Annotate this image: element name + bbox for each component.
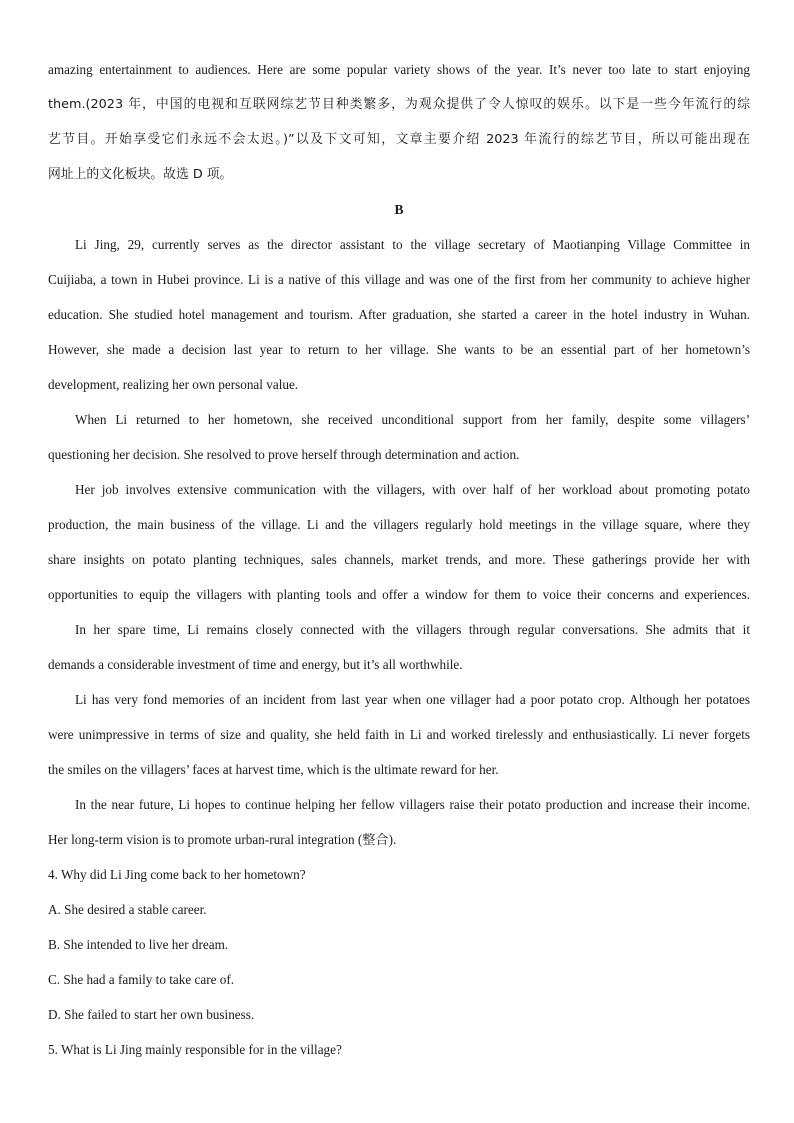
text-line: 网址上的文化板块。故选 D 项。 [48, 167, 233, 182]
paragraph-1 [48, 227, 750, 402]
text-line: questioning her decision. She resolved to prove herself through determination and action. [48, 447, 520, 462]
text-line: In her spare time, Li remains closely connected with the villagers through regular conversations. She admits that it [75, 622, 750, 637]
question-4 [48, 857, 750, 1032]
answer-option-d: D. She failed to start her own business. [48, 1007, 255, 1022]
text-line: Cuijiaba, a town in Hubei province. Li is a native of this village and was one of the first from her community to achieve higher [48, 272, 750, 287]
document-page [48, 52, 750, 1067]
text-line: amazing entertainment to audiences. Here are some popular variety shows of the year. It’s never too late to start enjoying [48, 62, 750, 77]
text-line: Her long-term vision is to promote urban-rural integration (整合). [48, 832, 397, 847]
text-line: Li has very fond memories of an incident from last year when one villager had a poor potato crop. Although her potatoes [75, 692, 750, 707]
answer-option-c: C. She had a family to take care of. [48, 972, 235, 987]
paragraph-2 [48, 402, 750, 472]
text-line: the smiles on the villagers’ faces at harvest time, which is the ultimate reward for her. [48, 762, 499, 777]
question-stem: 5. What is Li Jing mainly responsible for in the village? [48, 1042, 342, 1057]
answer-option-a: A. She desired a stable career. [48, 902, 207, 917]
text-line: demands a considerable investment of time and energy, but it’s all worthwhile. [48, 657, 463, 672]
text-line: education. She studied hotel management and tourism. After graduation, she started a career in the hotel industry in Wuhan. [48, 307, 750, 322]
text-line: When Li returned to her hometown, she received unconditional support from her family, despite some villagers’ [75, 412, 750, 427]
answer-option-b: B. She intended to live her dream. [48, 937, 229, 952]
text-line: Her job involves extensive communication with the villagers, with over half of her workload about promoting potato [75, 482, 750, 497]
paragraph-3 [48, 472, 750, 612]
text-line: However, she made a decision last year to return to her village. She wants to be an essential part of her hometown’s [48, 342, 750, 357]
text-line: them.(2023 年，中国的电视和互联网综艺节目种类繁多，为观众提供了令人惊叹的娱乐。以下是一些今年流行的综 [48, 97, 750, 112]
text-line: Li Jing, 29, currently serves as the director assistant to the village secretary of Maotianping Village Committee in [75, 237, 750, 252]
text-line: development, realizing her own personal value. [48, 377, 299, 392]
section-heading: B [394, 202, 404, 217]
paragraph-5 [48, 682, 750, 787]
paragraph-4 [48, 612, 750, 682]
text-line: were unimpressive in terms of size and quality, she held faith in Li and worked tirelessly and enthusiastically. Li never forgets [48, 727, 750, 742]
reading-passage [48, 227, 750, 857]
previous-answer-explanation [48, 52, 750, 192]
question-5 [48, 1032, 750, 1067]
text-line: 艺节目。开始享受它们永远不会太迟。)”以及下文可知，文章主要介绍 2023 年流行的综艺节目，所以可能出现在 [48, 132, 750, 147]
paragraph-6 [48, 787, 750, 857]
text-line: production, the main business of the village. Li and the villagers regularly hold meetings in the village square, where they [48, 517, 750, 532]
text-line: opportunities to equip the villagers with planting tools and offer a window for them to voice their concerns and experiences. [48, 587, 750, 602]
text-line: In the near future, Li hopes to continue helping her fellow villagers raise their potato production and increase their income. [75, 797, 750, 812]
question-stem: 4. Why did Li Jing come back to her hometown? [48, 867, 306, 882]
text-line: share insights on potato planting techniques, sales channels, market trends, and more. These gatherings provide her with [48, 552, 750, 567]
